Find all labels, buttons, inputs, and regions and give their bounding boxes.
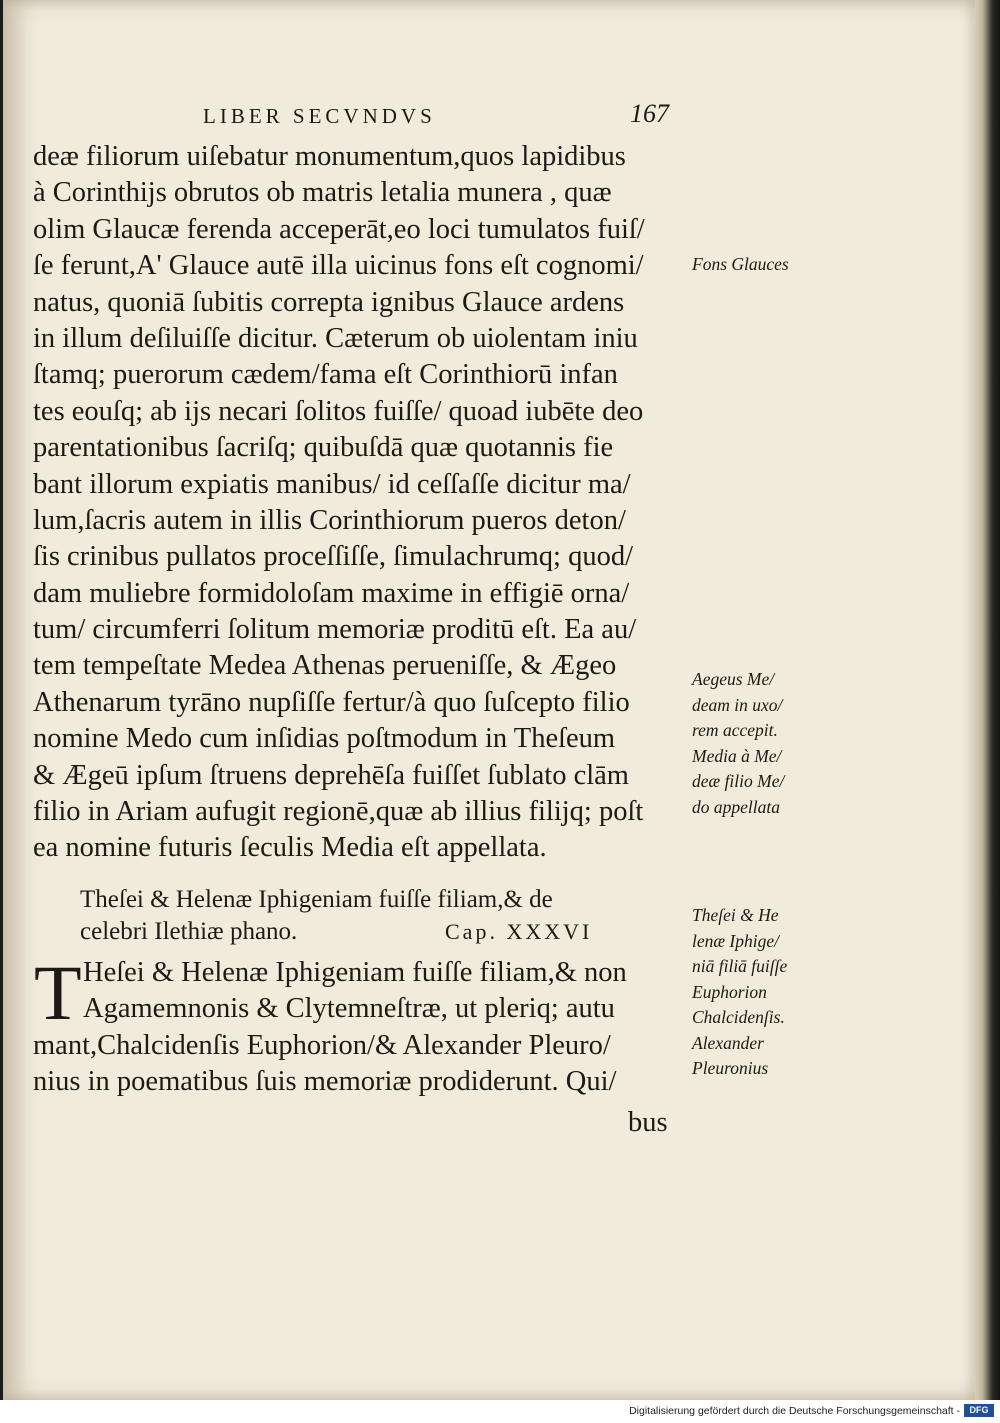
text-line: olim Glaucæ ferenda acceperāt,eo loci tumulatos fuiſ/ bbox=[33, 213, 645, 245]
text-line: ea nomine futuris ſeculis Media eſt appellata. bbox=[33, 832, 547, 864]
text-line: parentationibus ſacriſq; quibuſdā quæ quotannis fie bbox=[33, 432, 614, 464]
text-line: natus, quoniā ſubitis correpta ignibus Glauce ardens bbox=[33, 286, 625, 318]
main-text-block bbox=[33, 139, 693, 867]
margin-note-line: niā filiā fuiſſe bbox=[692, 956, 788, 976]
footer-credit: Digitalisierung gefördert durch die Deutsche Forschungsgemeinschaft - bbox=[629, 1405, 960, 1417]
margin-note-line: Chalcidenſis. bbox=[692, 1007, 785, 1027]
page-edge bbox=[975, 0, 1000, 1400]
chapter-heading-line: Theſei & Helenæ Iphigeniam fuiſſe filiam,& de bbox=[80, 886, 553, 913]
text-line: mant,Chalcidenſis Euphorion/& Alexander Pleuro/ bbox=[33, 1029, 611, 1061]
text-line: ſe ferunt,A' Glauce autē illa uicinus fons eſt cognomi/ bbox=[33, 250, 644, 282]
dfg-logo: DFG bbox=[964, 1404, 994, 1417]
margin-note-line: Pleuronius bbox=[692, 1058, 769, 1078]
margin-note-line: deæ filio Me/ bbox=[692, 771, 785, 791]
chapter-heading bbox=[80, 884, 680, 948]
text-line: lum,ſacris autem in illis Corinthiorum pueros deton/ bbox=[33, 504, 626, 536]
chapter-heading-row bbox=[80, 916, 680, 948]
text-line: bant illorum expiatis manibus/ id ceſſaſſe dicitur ma/ bbox=[33, 468, 631, 500]
text-line: nomine Medo cum inſidias poſtmodum in Theſeum bbox=[33, 723, 616, 755]
chapter-heading-line: celebri Ilethiæ phano. bbox=[80, 918, 298, 945]
text-line: tes eouſq; ab ijs necari ſolitos fuiſſe/ quoad iubēte deo bbox=[33, 395, 644, 427]
text-line: & Ægeū ipſum ſtruens deprehēſa fuiſſet ſublato clām bbox=[33, 759, 629, 791]
margin-note bbox=[692, 252, 842, 278]
text-line: nius in poematibus ſuis memoriæ prodiderunt. Qui/ bbox=[33, 1066, 617, 1098]
page-number: 167 bbox=[630, 99, 669, 128]
footer-bar bbox=[0, 1400, 1000, 1423]
margin-note-line: Alexander bbox=[692, 1032, 764, 1053]
margin-note-line: lenæ Iphige/ bbox=[692, 930, 779, 951]
text-line: deæ filiorum uiſebatur monumentum,quos lapidibus bbox=[33, 141, 626, 172]
margin-note-line: Fons Glauces bbox=[692, 254, 789, 274]
chapter-paragraph bbox=[33, 949, 693, 1101]
margin-note bbox=[692, 667, 842, 820]
drop-cap: T bbox=[34, 949, 82, 1036]
margin-note-line: do appellata bbox=[692, 796, 780, 817]
text-line: à Corinthijs obrutos ob matris letalia munera , quæ bbox=[33, 177, 612, 209]
text-line: Agamemnonis & Clytemneſtræ, ut pleriq; autu bbox=[83, 993, 615, 1025]
text-line: Heſei & Helenæ Iphigeniam fuiſſe filiam,& non bbox=[83, 957, 627, 988]
chapter-number: Cap. XXXVI bbox=[445, 919, 593, 944]
margin-note-line: Theſei & He bbox=[692, 905, 779, 925]
text-line: ſis crinibus pullatos proceſſiſſe, ſimulachrumq; quod/ bbox=[33, 541, 633, 573]
text-line: tem tempeſtate Medea Athenas perueniſſe, & Ægeo bbox=[33, 650, 617, 682]
catchword: bus bbox=[628, 1107, 668, 1138]
running-header: LIBER SECVNDVS bbox=[203, 104, 436, 128]
text-line: ſtamq; puerorum cædem/fama eſt Corinthiorū infan bbox=[33, 359, 618, 391]
margin-note-line: Aegeus Me/ bbox=[692, 669, 775, 689]
text-line: Athenarum tyrāno nupſiſſe fertur/à quo ſuſcepto filio bbox=[33, 686, 630, 718]
text-line: in illum deſiluiſſe dicitur. Cæterum ob uiolentam iniu bbox=[33, 322, 638, 354]
text-line: filio in Ariam aufugit regionē,quæ ab illius filijq; poſt bbox=[33, 796, 644, 828]
margin-note-line: deam in uxo/ bbox=[692, 694, 783, 715]
text-line: tum/ circumferri ſolitum memoriæ proditū eſt. Ea au/ bbox=[33, 614, 637, 646]
text-line: dam muliebre formidoloſam maxime in effigiē orna/ bbox=[33, 577, 630, 609]
margin-note-line: Euphorion bbox=[692, 981, 767, 1002]
margin-note-line: rem accepit. bbox=[692, 720, 778, 740]
margin-note-line: Media à Me/ bbox=[692, 745, 782, 766]
margin-note bbox=[692, 903, 842, 1082]
